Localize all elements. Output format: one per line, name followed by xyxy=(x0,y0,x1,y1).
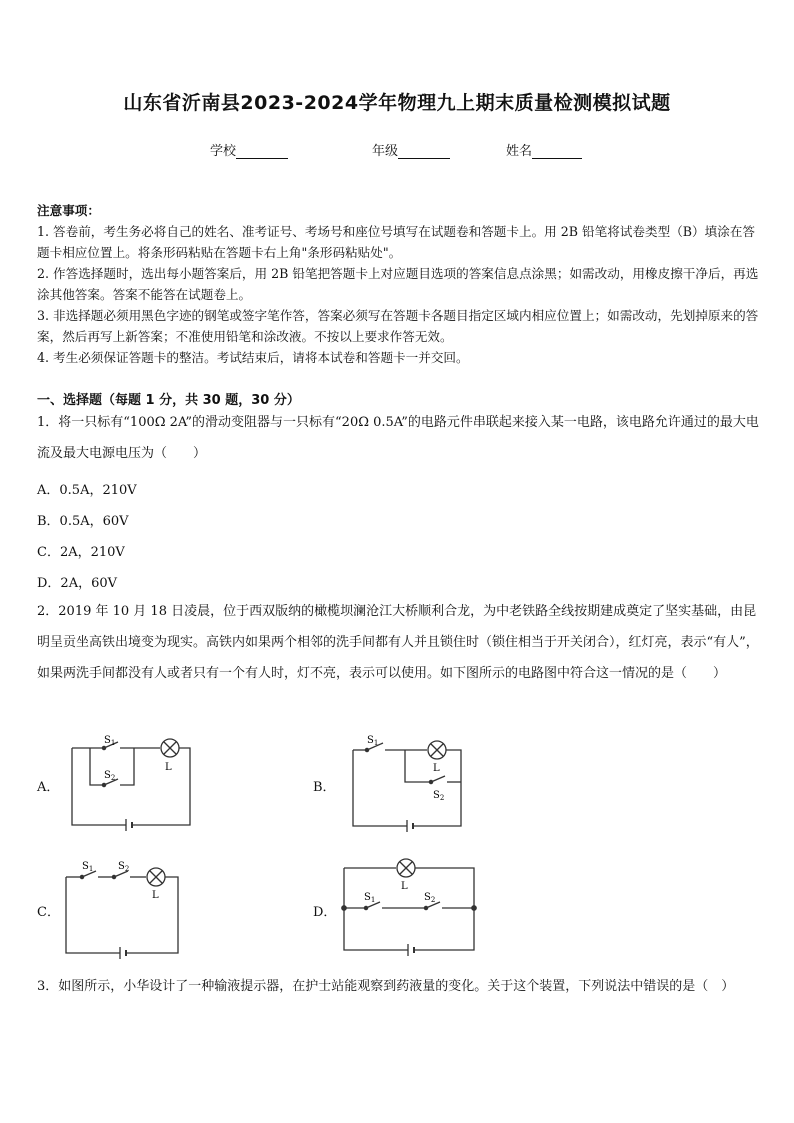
notice-item: 1. 答卷前，考生务必将自己的姓名、准考证号、考场号和座位号填写在试题卷和答题卡上。用 2B 铅笔将试卷类型（B）填涂在答题卡相应位置上。将条形码粘贴在答题卡右上角"条形码粘贴处"。 xyxy=(37,224,756,260)
name-field xyxy=(506,140,582,159)
switch-s2-label: $S_2$ xyxy=(118,861,130,873)
q1-option-a: A．0.5A，210V xyxy=(37,483,137,498)
switch-s2-label: $S_2$ xyxy=(104,770,116,782)
circuit-diagram-b xyxy=(345,730,475,835)
q2-option-a-label: A． xyxy=(37,780,60,795)
page-title: 山东省沂南县2023-2024学年物理九上期末质量检测模拟试题 xyxy=(123,92,671,114)
section-heading: 一、选择题（每题 1 分，共 30 题，30 分） xyxy=(37,393,300,408)
lamp-label: L xyxy=(165,762,172,773)
switch-s1-label: $S_1$ xyxy=(82,861,94,873)
q1-option-b: B．0.5A，60V xyxy=(37,514,129,529)
grade-label: 年级 xyxy=(372,144,399,159)
notice-heading: 注意事项： xyxy=(37,203,100,218)
notice-item: 2. 作答选择题时，选出每小题答案后，用 2B 铅笔把答题卡上对应题目选项的答案信息点涂黑；如需改动，用橡皮擦干净后，再选涂其他答案。答案不能答在试题卷上。 xyxy=(37,266,759,302)
notice-item: 3. 非选择题必须用黑色字迹的钢笔或签字笔作答，答案必须写在答题卡各题目指定区域内相应位置上；如需改动，先划掉原来的答案，然后再写上新答案；不准使用铅笔和涂改液。不按以上要求作答无效。 xyxy=(37,308,759,344)
switch-s1-label: $S_1$ xyxy=(367,735,379,747)
circuit-diagram-a xyxy=(60,730,200,835)
notice-item: 4. 考生必须保证答题卡的整洁。考试结束后，请将本试卷和答题卡一并交回。 xyxy=(37,350,469,365)
q1-option-c: C．2A，210V xyxy=(37,545,125,560)
question-3-stem: 3．如图所示，小华设计了一种输液提示器，在护士站能观察到药液量的变化。关于这个装置，下列说法中错误的是（ ） xyxy=(37,979,735,994)
question-1-stem: 1．将一只标有“100Ω 2A”的滑动变阻器与一只标有“20Ω 0.5A”的电路元件串联起来接入某一电路，该电路允许通过的最大电流及最大电源电压为（ ） xyxy=(37,415,759,461)
q2-option-b-label: B． xyxy=(313,780,336,795)
lamp-label: L xyxy=(152,890,159,901)
switch-s2-label: $S_2$ xyxy=(424,892,436,904)
grade-field xyxy=(372,140,450,159)
switch-s1-label: $S_1$ xyxy=(364,892,376,904)
school-label: 学校 xyxy=(210,144,237,159)
name-label: 姓名 xyxy=(506,144,533,159)
lamp-label: L xyxy=(433,763,440,774)
lamp-label: L xyxy=(401,881,408,892)
grade-blank xyxy=(398,144,450,159)
switch-s2-label: $S_2$ xyxy=(433,790,445,802)
circuit-diagram-d xyxy=(338,852,483,962)
q1-option-d: D．2A，60V xyxy=(37,576,118,591)
name-blank xyxy=(532,144,582,159)
question-2-stem: 2．2019 年 10 月 18 日凌晨，位于西双版纳的橄榄坝澜沧江大桥顺利合龙，为中老铁路全线按期建成奠定了坚实基础，由昆明呈贡坐高铁出境变为现实。高铁内如果两个相邻的洗手间都有人并且锁住时（锁住相当于开关闭合），红灯亮，表示“有人”，如果两洗手间都没有人或者只有一个有人时，灯不亮，表示可以使用。如下图所示的电路图中符合这一情况的是（ ） xyxy=(37,604,759,681)
notice-block xyxy=(37,200,759,368)
switch-s1-label: $S_1$ xyxy=(104,735,116,747)
q2-option-c-label: C． xyxy=(37,905,60,920)
school-field xyxy=(210,140,288,159)
circuit-diagram-c xyxy=(60,855,185,960)
school-blank xyxy=(236,144,288,159)
q2-option-d-label: D． xyxy=(313,905,337,920)
